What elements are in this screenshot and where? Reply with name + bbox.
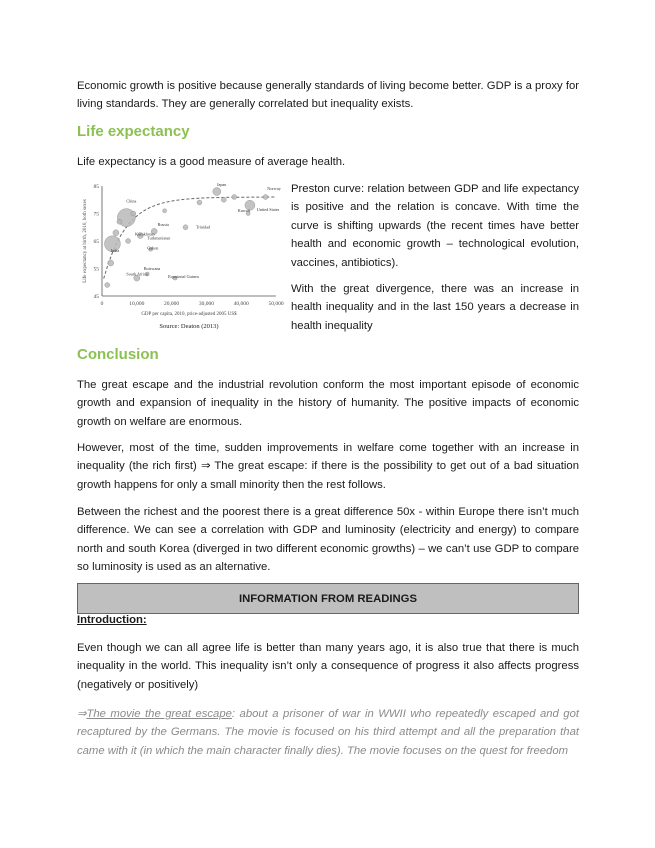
data-point	[221, 197, 226, 202]
life-expectancy-intro: Life expectancy is a good measure of average health.	[77, 156, 346, 168]
point-label: Kuwait	[237, 208, 251, 214]
data-point	[108, 260, 114, 266]
point-label: Trinidad	[195, 224, 211, 230]
chart-source: Source: Deaton (2013)	[159, 323, 219, 330]
y-tick-label: 85	[93, 184, 99, 190]
y-tick-label: 65	[93, 239, 99, 245]
y-tick-label: 75	[93, 211, 99, 218]
data-point	[213, 188, 221, 196]
x-tick-label: 10,000	[129, 301, 145, 307]
preston-curve-text: Preston curve: relation between GDP and life expectancy is positive and the relation is concave. With time the curve is shifting upwards (the recent times have better health and economic growth – technological evolution, vaccines, antibiotics).	[291, 183, 579, 269]
great-divergence-text: With the great divergence, there was an increase in health inequality and in the last 150 years a decrease in health inequality	[291, 283, 579, 332]
data-point	[232, 195, 237, 200]
point-label: Equatorial Guinea	[168, 274, 199, 280]
point-label: China	[126, 198, 137, 204]
point-label: Botswana	[143, 265, 161, 271]
x-tick-label: 0	[100, 301, 104, 307]
data-point	[131, 211, 136, 216]
point-label: Japan	[216, 182, 227, 187]
y-tick-label: 45	[93, 294, 99, 300]
data-point	[263, 195, 268, 200]
movie-paragraph	[77, 705, 579, 760]
readings-banner: INFORMATION FROM READINGS	[77, 583, 579, 614]
data-point	[113, 230, 119, 236]
point-label: Gabon	[147, 245, 159, 251]
conclusion-paragraph-2: However, most of the time, sudden improvements in welfare come together with an increase in inequality (the rich first) ⇒ The great escape: if there is the possibility to get out of a bad situation growth happens for only a small minority then the rest follows.	[77, 442, 579, 491]
readings-intro-paragraph: Even though we can all agree life is better than many years ago, it is also true that there is much inequality in the world. This inequality isn’t only a consequence of progress it also affects progress (negatively or positively)	[77, 642, 579, 691]
intro-paragraph: Economic growth is positive because generally standards of living become better. GDP is a proxy for living standards. They are generally correlated but inequality exists.	[77, 80, 579, 111]
x-tick-label: 40,000	[233, 301, 249, 307]
y-tick-label: 55	[93, 266, 99, 273]
data-point	[126, 239, 131, 244]
x-tick-label: 20,000	[164, 301, 180, 307]
data-point	[183, 225, 188, 230]
x-axis-label: GDP per capita, 2010, price-adjusted 2005 US$	[141, 312, 237, 317]
arrow-symbol: ⇒	[77, 708, 87, 720]
introduction-subheading: Introduction:	[77, 614, 147, 626]
data-point	[117, 219, 122, 224]
point-label: Kazakhstan	[135, 231, 155, 237]
point-label: Russia	[157, 221, 169, 227]
data-point	[105, 283, 110, 288]
point-label: Norway	[267, 186, 281, 192]
point-label: India	[110, 248, 120, 253]
point-label: Turkmenistan	[147, 235, 171, 241]
x-tick-label: 30,000	[198, 301, 214, 307]
point-label: United States	[256, 206, 280, 212]
y-axis-label: Life expectancy at birth, 2010, both sexes	[83, 199, 88, 283]
data-point	[197, 200, 202, 205]
x-tick-label: 50,000	[268, 301, 284, 307]
movie-title: The movie the great escape	[86, 708, 232, 720]
conclusion-paragraph-3: Between the richest and the poorest there is a great difference 50x - within Europe there isn’t much difference. We can see a correlation with GDP and luminosity (electricity and energy) to compare north and south Korea (diverged in two different economic growths) – we can’t use GDP to compare so luminosity is used as an alternative.	[77, 506, 579, 574]
life-expectancy-heading: Life expectancy	[77, 123, 190, 140]
conclusion-paragraph-1: The great escape and the industrial revolution conform the most important episode of economic growth and expansion of inequality in the history of humanity. The positive impacts of economic growth on welfare are enormous.	[77, 379, 579, 428]
preston-curve-chart	[80, 178, 284, 336]
movie-description: : about a prisoner of war in WWII who repeatedly escaped and got recaptured by the Germans. The movie is focused on his third attempt and all the preparation that came with it (in which the main character finally dies). The movie focuses on the quest for freedom	[77, 708, 579, 757]
data-point	[163, 209, 167, 213]
point-label: South Africa	[126, 271, 148, 277]
conclusion-heading: Conclusion	[77, 346, 159, 363]
